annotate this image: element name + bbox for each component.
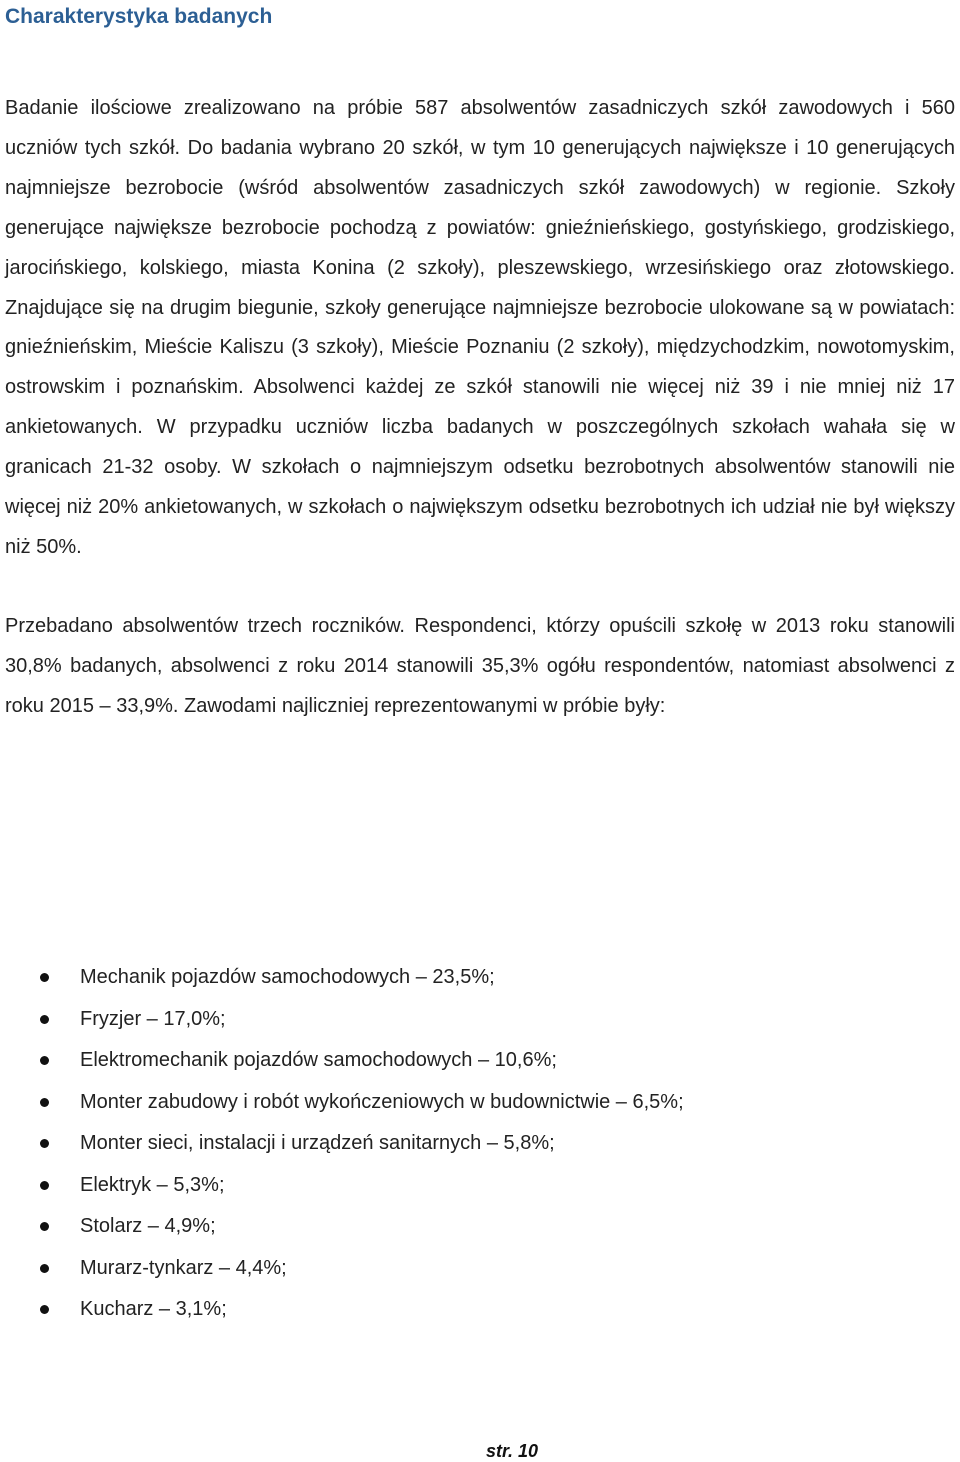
list-item — [5, 1206, 955, 1248]
bullet-icon — [40, 1305, 49, 1314]
list-item — [5, 1082, 955, 1124]
list-item — [5, 1123, 955, 1165]
bullet-icon — [40, 1098, 49, 1107]
list-item-text: Stolarz – 4,9%; — [80, 1215, 216, 1237]
bullet-icon — [40, 973, 49, 982]
list-item — [5, 1248, 955, 1290]
bullet-icon — [40, 1264, 49, 1273]
list-item-text: Mechanik pojazdów samochodowych – 23,5%; — [80, 966, 495, 988]
list-item-text: Kucharz – 3,1%; — [80, 1298, 227, 1320]
page-number: str. 10 — [486, 1441, 539, 1461]
bullet-icon — [40, 1056, 49, 1065]
professions-list — [5, 957, 955, 1331]
paragraph-study-description: Badanie ilościowe zrealizowano na próbie 587 absolwentów zasadniczych szkół zawodowych i 560 uczniów tych szkół. Do badania wybrano 20 szkół, w tym 10 generujących największe i 10 generujących najmniejsze bezrobocie (wśród absolwentów zasadniczych szkół zawodowych) w regionie. Szkoły generujące największe bezrobocie pochodzą z powiatów: gnieźnieńskiego, gostyńskiego, grodziskiego, jarocińskiego, kolskiego, miasta Konina (2 szkoły), pleszewskiego, wrzesińskiego oraz złotowskiego. Znajdujące się na drugim biegunie, szkoły generujące najmniejsze bezrobocie ulokowane są w powiatach: gnieźnieńskim, Mieście Kaliszu (3 szkoły), Mieście Poznaniu (2 szkoły), międzychodzkim, nowotomyskim, ostrowskim i poznańskim. Absolwenci każdej ze szkół stanowili nie więcej niż 39 i nie mniej niż 17 ankietowanych. W przypadku uczniów liczba badanych w poszczególnych szkołach wahała się w granicach 21-32 osoby. W szkołach o najmniejszym odsetku bezrobotnych absolwentów stanowili nie więcej niż 20% ankietowanych, w szkołach o największym odsetku bezrobotnych ich udział nie był większy niż 50%. — [5, 97, 955, 558]
list-item — [5, 957, 955, 999]
list-item-text: Elektryk – 5,3%; — [80, 1173, 225, 1196]
list-item — [5, 1165, 955, 1207]
bullet-icon — [40, 1139, 49, 1148]
list-item — [5, 1040, 955, 1082]
list-item — [5, 1289, 955, 1331]
paragraph-respondents-years: Przebadano absolwentów trzech roczników. Respondenci, którzy opuścili szkołę w 2013 roku stanowili 30,8% badanych, absolwenci z roku 2014 stanowili 35,3% ogółu respondentów, natomiast absolwenci z roku 2015 – 33,9%. Zawodami najliczniej reprezentowanymi w próbie były: — [5, 614, 955, 717]
bullet-icon — [40, 1015, 49, 1024]
section-heading: Charakterystyka badanych — [5, 5, 273, 28]
list-item — [5, 999, 955, 1041]
bullet-icon — [40, 1222, 49, 1231]
list-item-text: Murarz-tynkarz – 4,4%; — [80, 1256, 287, 1279]
bullet-icon — [40, 1181, 49, 1190]
list-item-text: Monter sieci, instalacji i urządzeń sanitarnych – 5,8%; — [80, 1132, 555, 1154]
list-item-text: Elektromechanik pojazdów samochodowych – 10,6%; — [80, 1049, 557, 1071]
document-body — [5, 89, 955, 1320]
list-item-text: Fryzjer – 17,0%; — [80, 1007, 226, 1030]
list-item-text: Monter zabudowy i robót wykończeniowych w budownictwie – 6,5%; — [80, 1090, 684, 1113]
